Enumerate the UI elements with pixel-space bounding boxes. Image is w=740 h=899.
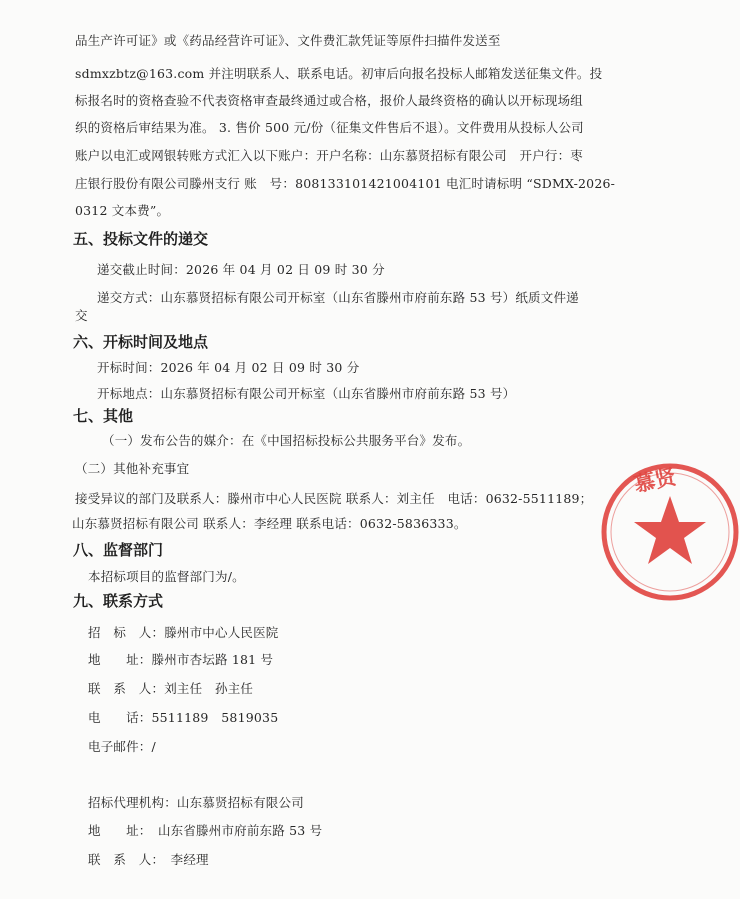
publish-media: （一）发布公告的媒介：在《中国招标投标公共服务平台》发布。 — [102, 433, 471, 448]
seal-text: 慕贤 — [631, 463, 679, 497]
section-heading: 六、开标时间及地点 — [73, 333, 209, 351]
company-seal-icon — [600, 452, 740, 612]
agency-name: 招标代理机构：山东慕贤招标有限公司 — [88, 795, 304, 810]
tenderer-address: 地 址：滕州市杏坛路 181 号 — [88, 652, 274, 667]
paragraph-line: 庄银行股份有限公司滕州支行 账 号：808133101421004101 电汇时请标明 “SDMX-2026- — [75, 176, 616, 191]
paragraph-line: 标报名时的资格查验不代表资格审查最终通过或合格，报价人最终资格的确认以开标现场组 — [75, 93, 584, 108]
paragraph-line: 品生产许可证》或《药品经营许可证》、文件费汇款凭证等原件扫描件发送至 — [75, 33, 501, 48]
tenderer-email: 电子邮件：/ — [88, 739, 156, 754]
section-heading: 五、投标文件的递交 — [73, 230, 209, 248]
tenderer: 招 标 人：滕州市中心人民医院 — [88, 625, 279, 640]
tenderer-contact: 联 系 人：刘主任 孙主任 — [88, 681, 254, 696]
other-matters: （二）其他补充事宜 — [75, 461, 190, 476]
paragraph-line: 0312 文本费”。 — [75, 203, 170, 218]
agency-contact: 联 系 人： 李经理 — [88, 852, 209, 867]
supervision-text: 本招标项目的监督部门为/。 — [88, 569, 245, 584]
submission-deadline: 递交截止时间：2026 年 04 月 02 日 09 时 30 分 — [97, 262, 385, 277]
paragraph-line: 账户以电汇或网银转账方式汇入以下账户：开户名称：山东慕贤招标有限公司 开户行：枣 — [75, 148, 584, 163]
tenderer-phone: 电 话：5511189 5819035 — [88, 710, 279, 725]
opening-place: 开标地点：山东慕贤招标有限公司开标室（山东省滕州市府前东路 53 号） — [97, 386, 516, 401]
agency-address: 地 址： 山东省滕州市府前东路 53 号 — [88, 823, 323, 838]
paragraph-line: sdmxzbtz@163.com 并注明联系人、联系电话。初审后向报名投标人邮箱发送征集文件。投 — [75, 66, 603, 81]
objection-contact-cont: 山东慕贤招标有限公司 联系人：李经理 联系电话：0632-5836333。 — [72, 516, 467, 531]
paragraph-line: 织的资格后审结果为准。 3. 售价 500 元/份（征集文件售后不退）。文件费用从投标人公司 — [75, 120, 584, 135]
submission-method-cont: 交 — [75, 308, 88, 323]
opening-time: 开标时间：2026 年 04 月 02 日 09 时 30 分 — [97, 360, 360, 375]
objection-contact: 接受异议的部门及联系人：滕州市中心人民医院 联系人：刘主任 电话：0632-5511189； — [75, 491, 593, 506]
section-heading: 九、联系方式 — [73, 592, 164, 610]
section-heading: 八、监督部门 — [73, 541, 164, 559]
submission-method: 递交方式：山东慕贤招标有限公司开标室（山东省滕州市府前东路 53 号）纸质文件递 — [97, 290, 579, 305]
section-heading: 七、其他 — [73, 407, 134, 425]
